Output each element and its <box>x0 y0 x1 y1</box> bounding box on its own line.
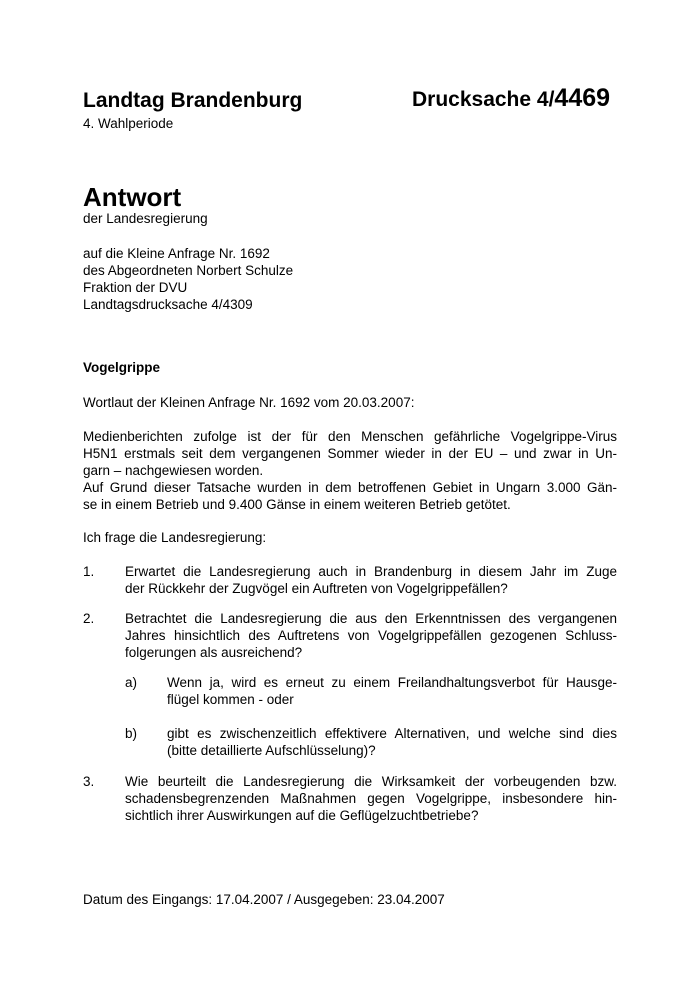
topic-heading: Vogelgrippe <box>83 360 161 375</box>
question-line: folgerungen als ausreichend? <box>125 645 303 660</box>
question-text <box>125 610 617 661</box>
question-line: der Rückkehr der Zugvögel ein Auftreten von Vogelgrippefällen? <box>125 581 508 596</box>
drucksache-number: 4469 <box>554 84 611 112</box>
question-line: sichtlich ihrer Auswirkungen auf die Geflügelzuchtbetriebe? <box>125 808 479 823</box>
question-number: 2. <box>83 611 95 626</box>
question-line: Betrachtet die Landesregierung die aus den Erkenntnissen des vergangenen <box>125 611 617 626</box>
document-subtitle: der Landesregierung <box>83 211 208 226</box>
wahlperiode: 4. Wahlperiode <box>83 116 174 131</box>
question-text <box>125 563 617 597</box>
question-item <box>83 610 617 664</box>
intro-line: Auf Grund dieser Tatsache wurden in dem betroffenen Gebiet in Ungarn 3.000 Gän- <box>83 480 617 495</box>
intro-line: Medienberichten zufolge ist der für den Menschen gefährliche Vogelgrippe-Virus <box>83 429 617 444</box>
document-type-title: Antwort <box>83 182 182 212</box>
subquestion-letter: b) <box>125 726 138 741</box>
question-line: schadensbegrenzenden Maßnahmen gegen Vogelgrippe, insbesondere hin- <box>125 791 617 806</box>
reference-line: Fraktion der DVU <box>83 280 188 295</box>
question-item <box>83 773 617 827</box>
subquestion-text <box>167 674 617 708</box>
subquestion-item <box>125 674 617 710</box>
question-number: 3. <box>83 774 95 789</box>
wortlaut-line: Wortlaut der Kleinen Anfrage Nr. 1692 vom 20.03.2007: <box>83 395 415 410</box>
subquestion-text <box>167 725 617 759</box>
question-number: 1. <box>83 564 95 579</box>
intro-line: garn – nachgewiesen worden. <box>83 463 264 478</box>
question-intro: Ich frage die Landesregierung: <box>83 530 267 545</box>
subquestion-line: flügel kommen - oder <box>167 692 294 707</box>
drucksache-prefix: Drucksache 4/ <box>412 88 555 111</box>
parliament-name: Landtag Brandenburg <box>83 89 303 112</box>
reference-line: Landtagsdrucksache 4/4309 <box>83 297 253 312</box>
subquestion-line: Wenn ja, wird es erneut zu einem Freilandhaltungsverbot für Hausge- <box>167 675 617 690</box>
question-item <box>83 563 617 599</box>
question-line: Wie beurteilt die Landesregierung die Wirksamkeit der vorbeugenden bzw. <box>125 774 617 789</box>
intro-line: se in einem Betrieb und 9.400 Gänse in einem weiteren Betrieb getötet. <box>83 497 511 512</box>
subquestion-line: (bitte detaillierte Aufschlüsselung)? <box>167 743 376 758</box>
question-line: Jahres hinsichtlich des Auftretens von Vogelgrippefällen gezogenen Schluss- <box>125 628 617 643</box>
subquestion-line: gibt es zwischenzeitlich effektivere Alternativen, und welche sind dies <box>167 726 617 741</box>
drucksache-label <box>412 86 610 112</box>
intro-paragraph <box>83 428 617 513</box>
question-text <box>125 773 617 824</box>
subquestion-item <box>125 725 617 761</box>
reference-block <box>83 245 293 313</box>
reference-line: des Abgeordneten Norbert Schulze <box>83 263 294 278</box>
intro-line: H5N1 erstmals seit dem vergangenen Sommer wieder in der EU – und zwar in Un- <box>83 446 617 461</box>
subquestion-letter: a) <box>125 675 138 690</box>
date-footer: Datum des Eingangs: 17.04.2007 / Ausgegeben: 23.04.2007 <box>83 892 445 907</box>
reference-line: auf die Kleine Anfrage Nr. 1692 <box>83 246 270 261</box>
question-line: Erwartet die Landesregierung auch in Brandenburg in diesem Jahr im Zuge <box>125 564 617 579</box>
